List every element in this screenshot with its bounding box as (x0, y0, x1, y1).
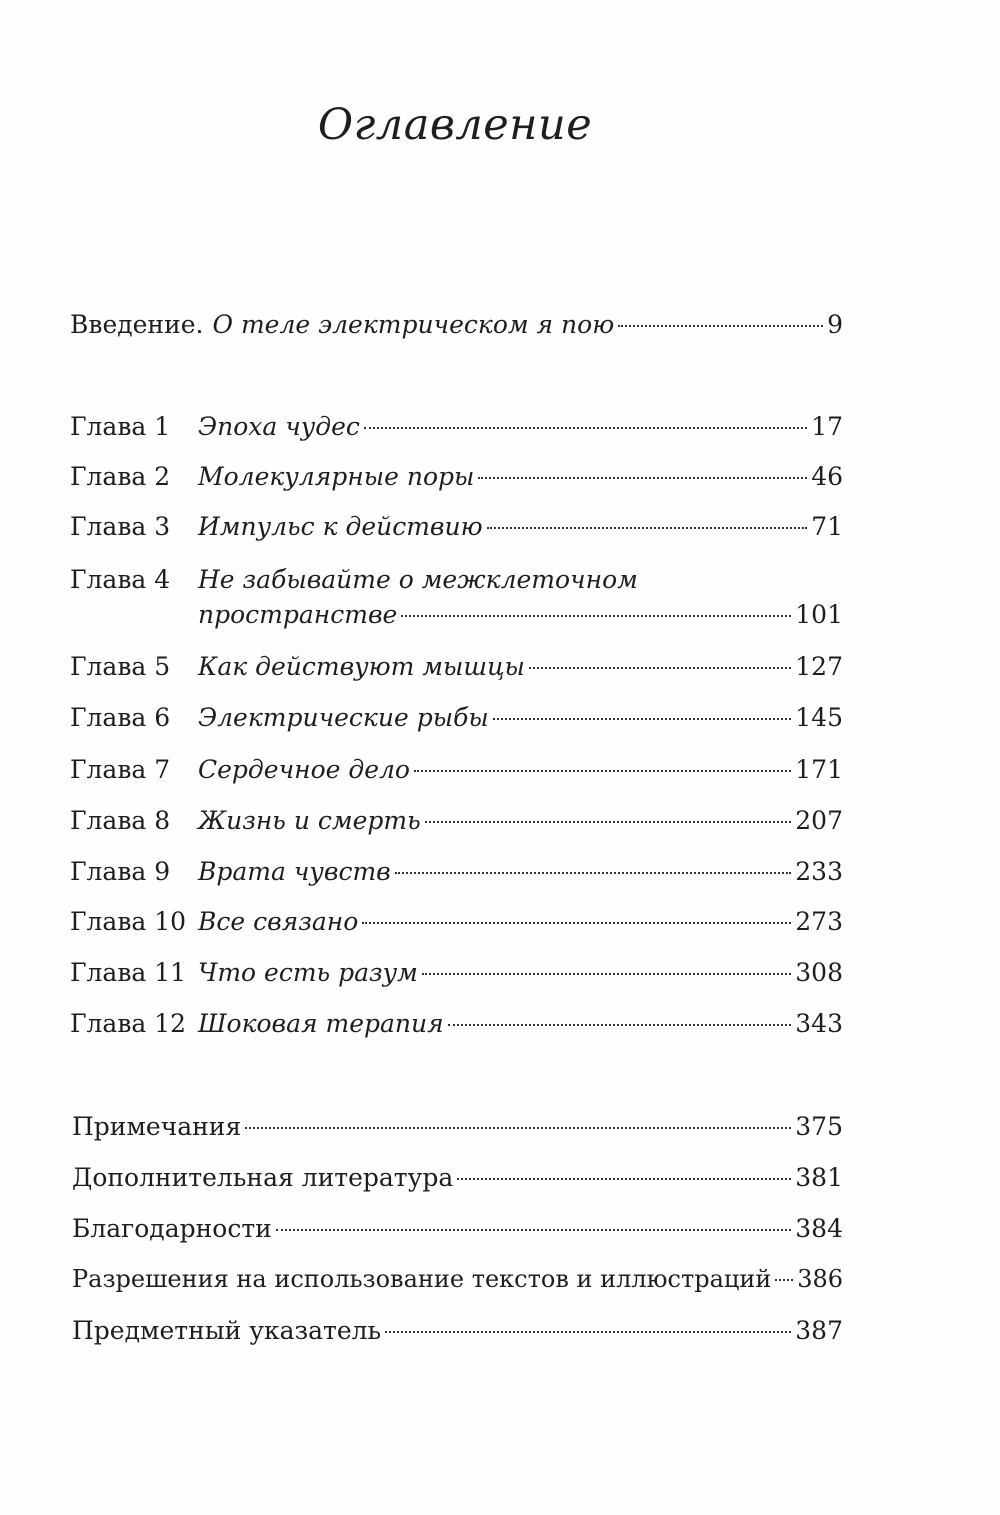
dot-leader (425, 821, 792, 823)
chapter-label: Глава 5 (70, 652, 171, 681)
toc-chapter-3[interactable] (70, 512, 843, 552)
dot-leader (276, 1229, 791, 1231)
chapter-title: Импульс к действию (198, 512, 483, 541)
chapter-label: Глава 7 (70, 755, 171, 784)
page-number: 343 (795, 1009, 843, 1038)
toc-acknowledgements[interactable] (72, 1214, 843, 1254)
toc-chapter-5[interactable] (70, 652, 843, 692)
page-number: 381 (795, 1163, 843, 1192)
toc-chapter-6[interactable] (70, 703, 843, 743)
toc-intro[interactable] (70, 310, 843, 350)
page-number: 101 (795, 600, 843, 629)
chapter-title: Молекулярные поры (198, 462, 475, 491)
toc-permissions[interactable] (72, 1265, 843, 1305)
toc-chapter-8[interactable] (70, 806, 843, 846)
dot-leader (775, 1279, 793, 1281)
dot-leader (529, 667, 791, 669)
intro-title: О теле электрическом я пою (212, 310, 615, 339)
dot-leader (395, 872, 792, 874)
chapter-title: Что есть разум (198, 958, 418, 987)
back-matter-title: Благодарности (72, 1214, 272, 1243)
dot-leader (245, 1127, 791, 1129)
chapter-title: Все связано (198, 907, 359, 936)
intro-label: Введение. (70, 310, 204, 339)
page-number: 233 (795, 857, 843, 886)
page-number: 171 (795, 755, 843, 784)
chapter-title: Шоковая терапия (198, 1009, 444, 1038)
page-number: 9 (827, 310, 843, 339)
chapter-label: Глава 10 (70, 907, 187, 936)
toc-chapter-4-continuation[interactable] (70, 600, 843, 640)
page-number: 308 (795, 958, 843, 987)
toc-notes[interactable] (72, 1112, 843, 1152)
dot-leader (457, 1178, 791, 1180)
chapter-label: Глава 9 (70, 857, 171, 886)
toc-chapter-1[interactable] (70, 412, 843, 452)
chapter-title-line-1: Не забывайте о межклеточном (198, 565, 638, 594)
toc-further-reading[interactable] (72, 1163, 843, 1203)
chapter-title: Врата чувств (198, 857, 391, 886)
chapter-title: Сердечное дело (198, 755, 410, 784)
page-number: 375 (795, 1112, 843, 1141)
chapter-label: Глава 1 (70, 412, 171, 441)
page-number: 46 (811, 462, 843, 491)
back-matter-title: Дополнительная литература (72, 1163, 454, 1192)
chapter-label: Глава 3 (70, 512, 171, 541)
dot-leader (385, 1331, 791, 1333)
back-matter-title: Предметный указатель (72, 1316, 382, 1345)
dot-leader (362, 922, 791, 924)
dot-leader (493, 718, 792, 720)
dot-leader (422, 973, 791, 975)
dot-leader (448, 1024, 792, 1026)
dot-leader (487, 527, 808, 529)
toc-chapter-2[interactable] (70, 462, 843, 502)
dot-leader (364, 427, 807, 429)
toc-chapter-9[interactable] (70, 857, 843, 897)
toc-chapter-4[interactable] (70, 565, 843, 605)
chapter-label: Глава 2 (70, 462, 171, 491)
chapter-title: Эпоха чудес (198, 412, 360, 441)
toc-chapter-10[interactable] (70, 907, 843, 947)
chapter-title: Электрические рыбы (198, 703, 489, 732)
chapter-label: Глава 8 (70, 806, 171, 835)
page-number: 387 (795, 1316, 843, 1345)
page-number: 207 (795, 806, 843, 835)
page-number: 384 (795, 1214, 843, 1243)
page-number: 71 (811, 512, 843, 541)
page-number: 386 (797, 1265, 843, 1293)
page-title: Оглавление (317, 100, 593, 150)
chapter-label: Глава 6 (70, 703, 171, 732)
dot-leader (478, 477, 807, 479)
back-matter-title: Примечания (72, 1112, 242, 1141)
page-number: 17 (811, 412, 843, 441)
back-matter-title: Разрешения на использование текстов и иллюстраций (72, 1265, 772, 1293)
toc-chapter-11[interactable] (70, 958, 843, 998)
page-number: 145 (795, 703, 843, 732)
toc-chapter-7[interactable] (70, 755, 843, 795)
toc-chapter-12[interactable] (70, 1009, 843, 1049)
dot-leader (401, 615, 791, 617)
chapter-label: Глава 12 (70, 1009, 187, 1038)
page-number: 273 (795, 907, 843, 936)
dot-leader (414, 770, 791, 772)
dot-leader (618, 325, 823, 327)
page-number: 127 (795, 652, 843, 681)
chapter-title: Жизнь и смерть (198, 806, 421, 835)
chapter-title: Как действуют мышцы (198, 652, 525, 681)
chapter-label: Глава 11 (70, 958, 187, 987)
toc-index[interactable] (72, 1316, 843, 1356)
chapter-label: Глава 4 (70, 565, 171, 594)
chapter-title-line-2: пространстве (198, 600, 398, 629)
